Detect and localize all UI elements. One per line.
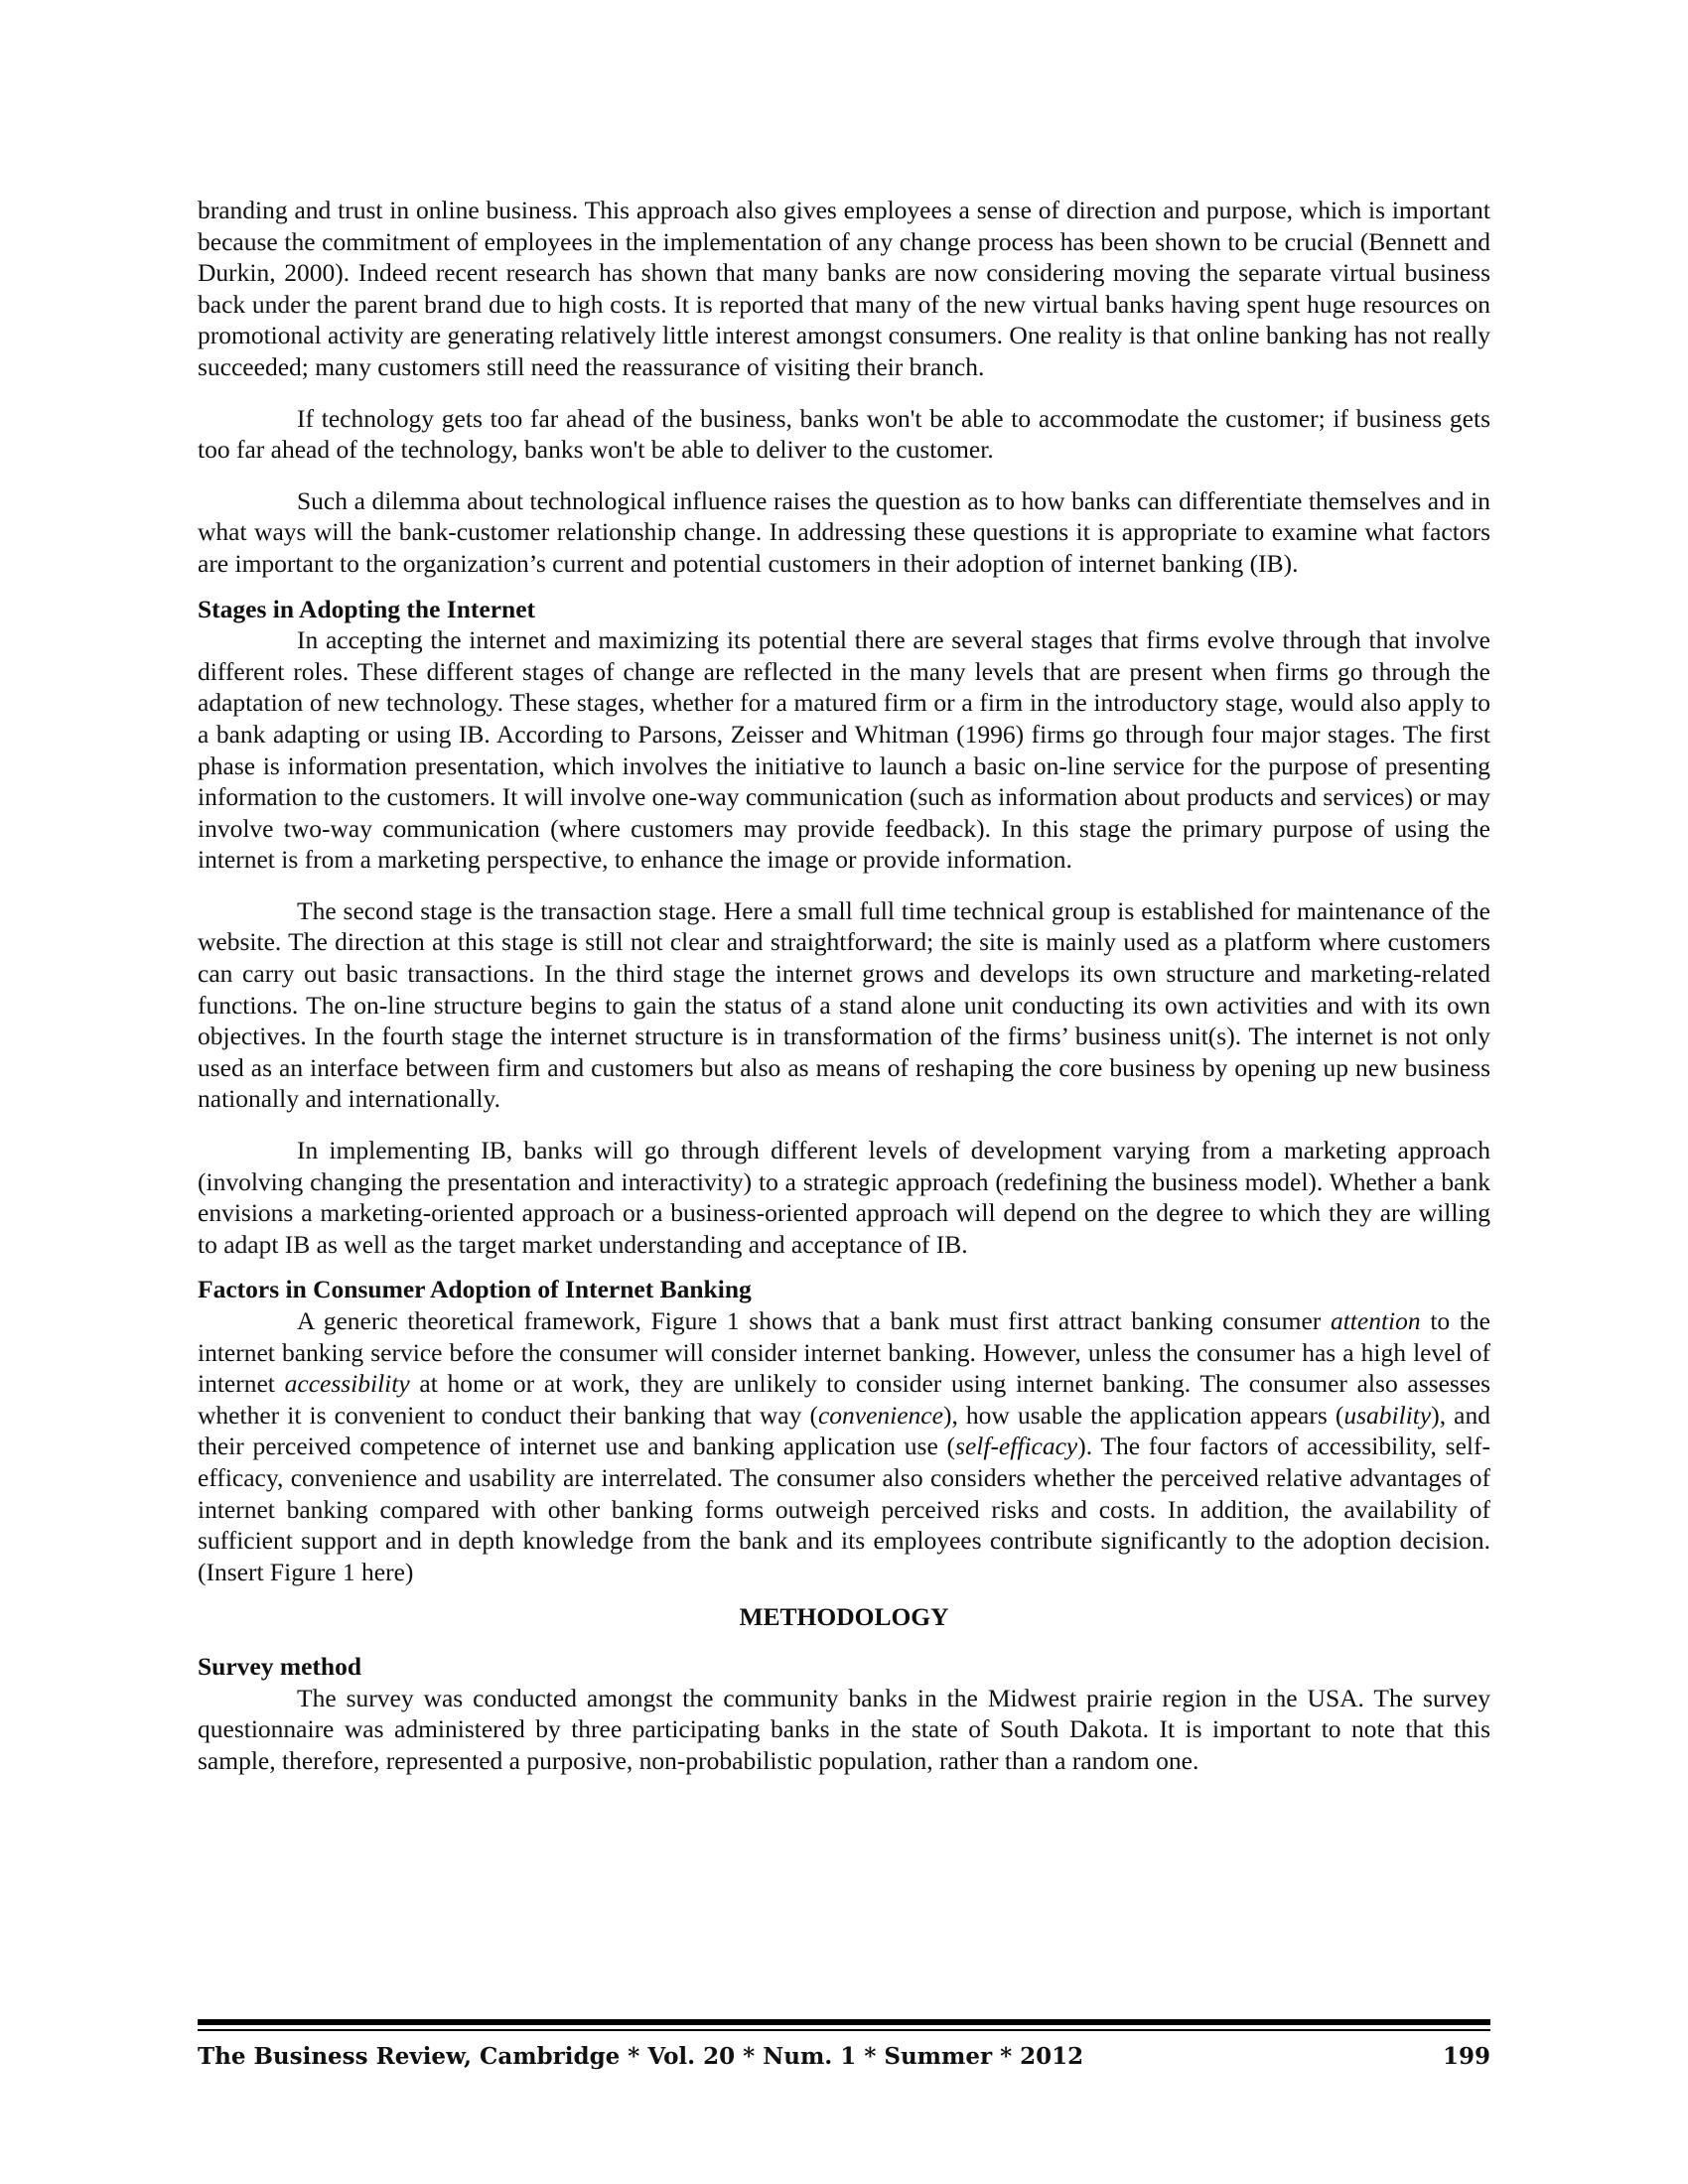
section-heading-stages: Stages in Adopting the Internet: [198, 594, 536, 623]
term-usability: usability: [1343, 1400, 1432, 1430]
article-body: [198, 195, 1490, 1796]
paragraph-implementing-ib: In implementing IB, banks will go through different levels of development varying from a marketing approach (involving changing the presentation and interactivity) to a strategic approach (redefining the business model). Whether a bank envisions a marketing-oriented approach or a business-oriented approach will depend on the degree to which they are willing to adapt IB as well as the target market understanding and acceptance of IB.: [198, 1136, 1490, 1259]
footer-rule-thin: [198, 2029, 1490, 2031]
paragraph-stages-intro: In accepting the internet and maximizing its potential there are several stages that firms evolve through that involve different roles. These different stages of change are reflected in the many levels that are present when firms go through the adaptation of new technology. These stages, whether for a matured firm or a firm in the introductory stage, would also apply to a bank adapting or using IB. According to Parsons, Zeisser and Whitman (1996) firms go through four major stages. The first phase is information presentation, which involves the initiative to launch a basic on-line service for the purpose of presenting information to the customers. It will involve one-way communication (such as information about products and services) or may involve two-way communication (where customers may provide feedback). In this stage the primary purpose of using the internet is from a marketing perspective, to enhance the image or provide information.: [198, 625, 1490, 875]
term-attention: attention: [1330, 1306, 1421, 1335]
framework-text: A generic theoretical framework, Figure 1 shows that a bank must first attract banking consumer: [297, 1306, 1331, 1335]
paragraph-technology: If technology gets too far ahead of the business, banks won't be able to accommodate the customer; if business gets too far ahead of the technology, banks won't be able to deliver to the customer.: [198, 403, 1490, 465]
term-convenience: convenience: [817, 1400, 943, 1430]
journal-citation: The Business Review, Cambridge * Vol. 20 * Num. 1 * Summer * 2012: [198, 2043, 1084, 2070]
page-footer: [198, 2043, 1490, 2070]
term-accessibility: accessibility: [284, 1369, 410, 1399]
framework-text: ), and their perceived competence of internet use and banking application use (: [198, 1400, 1490, 1461]
paragraph-framework: [198, 1305, 1490, 1587]
footer-rule-thick: [198, 2019, 1490, 2025]
framework-text: ). The four factors of accessibility, self-efficacy, convenience and usability are interrelated. The consumer also considers whether the perceived relative advantages of internet banking compared with other banking forms outweigh perceived risks and costs. In addition, the availability of sufficient support and in depth knowledge from the bank and its employees contribute significantly to the adoption decision. (Insert Figure 1 here): [198, 1432, 1490, 1586]
page-number: 199: [1442, 2043, 1490, 2070]
framework-text: ), how usable the application appears (: [942, 1400, 1344, 1430]
paragraph-branding: branding and trust in online business. This approach also gives employees a sense of direction and purpose, which is important because the commitment of employees in the implementation of any change process has been shown to be crucial (Bennett and Durkin, 2000). Indeed recent research has shown that many banks are now considering moving the separate virtual business back under the parent brand due to high costs. It is reported that many of the new virtual banks having spent huge resources on promotional activity are generating relatively little interest amongst consumers. One reality is that online banking has not really succeeded; many customers still need the reassurance of visiting their branch.: [198, 196, 1490, 381]
paragraph-dilemma: Such a dilemma about technological influence raises the question as to how banks can differentiate themselves and in what ways will the bank-customer relationship change. In addressing these questions it is appropriate to examine what factors are important to the organization’s current and potential customers in their adoption of internet banking (IB).: [198, 485, 1490, 578]
framework-text: to the internet banking service before the consumer will consider internet banking. However, unless the consumer has a high level of internet: [198, 1306, 1490, 1399]
paragraph-second-stage: The second stage is the transaction stage. Here a small full time technical group is established for maintenance of the website. The direction at this stage is still not clear and straightforward; the site is mainly used as a platform where customers can carry out basic transactions. In the third stage the internet grows and develops its own structure and marketing-related functions. The on-line structure begins to gain the status of a stand alone unit conducting its own activities and with its own objectives. In the fourth stage the internet structure is in transformation of the firms’ business unit(s). The internet is not only used as an interface between firm and customers but also as means of reshaping the core business by opening up new business nationally and internationally.: [198, 895, 1490, 1114]
term-self-efficacy: self-efficacy: [955, 1432, 1078, 1461]
framework-text: at home or at work, they are unlikely to consider using internet banking. The consumer also assesses whether it is convenient to conduct their banking that way (: [198, 1369, 1490, 1430]
paragraph-survey: The survey was conducted amongst the community banks in the Midwest prairie region in the USA. The survey questionnaire was administered by three participating banks in the state of South Dakota. It is important to note that this sample, therefore, represented a purposive, non-probabilistic population, rather than a random one.: [198, 1683, 1490, 1775]
section-heading-methodology: METHODOLOGY: [739, 1602, 949, 1632]
subsection-heading-survey: Survey method: [198, 1651, 362, 1681]
section-heading-factors: Factors in Consumer Adoption of Internet Banking: [198, 1275, 752, 1304]
